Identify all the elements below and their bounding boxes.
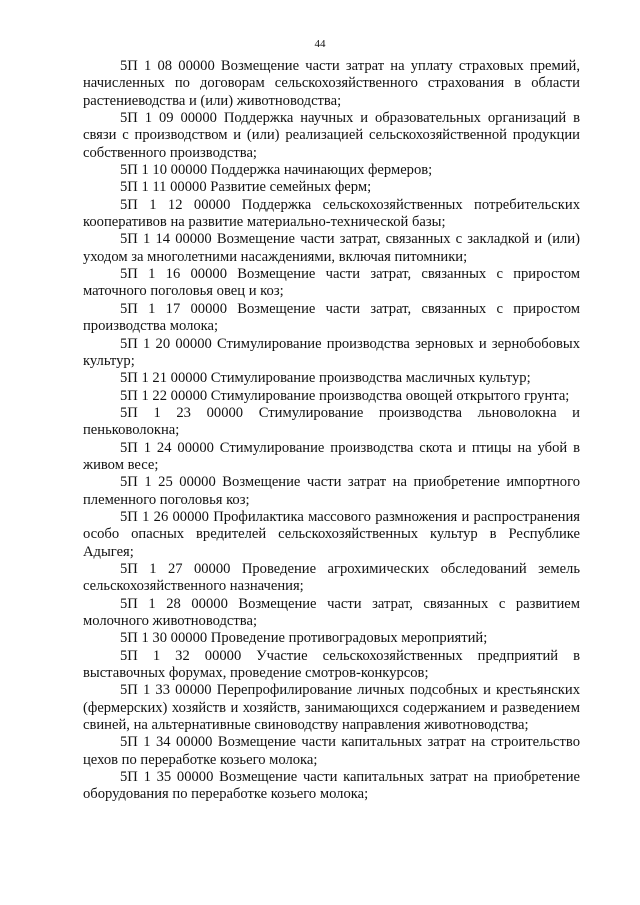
list-item: 5П 1 14 00000 Возмещение части затрат, связанных с закладкой и (или) уходом за многолетними насаждениями, включая питомники; <box>83 231 580 265</box>
list-item: 5П 1 08 00000 Возмещение части затрат на уплату страховых премий, начисленных по договорам сельскохозяйственного страхования в области растениеводства и (или) животноводства; <box>83 58 580 109</box>
list-item: 5П 1 09 00000 Поддержка научных и образовательных организаций в связи с производством и (или) реализацией сельскохозяйственной продукции собственного производства; <box>83 110 580 161</box>
list-item: 5П 1 27 00000 Проведение агрохимических обследований земель сельскохозяйственного назначения; <box>83 560 580 595</box>
list-item: 5П 1 22 00000 Стимулирование производства овощей открытого грунта; <box>120 387 570 404</box>
list-item: 5П 1 35 00000 Возмещение части капитальных затрат на приобретение оборудования по переработке козьего молока; <box>83 769 580 803</box>
list-item: 5П 1 21 00000 Стимулирование производства масличных культур; <box>120 370 531 387</box>
list-item: 5П 1 25 00000 Возмещение части затрат на приобретение импортного племенного поголовья коз; <box>83 474 580 508</box>
list-item: 5П 1 24 00000 Стимулирование производства скота и птицы на убой в живом весе; <box>83 439 580 473</box>
list-item: 5П 1 10 00000 Поддержка начинающих фермеров; <box>120 162 433 179</box>
page-number: 44 <box>314 38 326 50</box>
list-item: 5П 1 34 00000 Возмещение части капитальных затрат на строительство цехов по переработке козьего молока; <box>83 734 580 768</box>
list-item: 5П 1 32 00000 Участие сельскохозяйственных предприятий в выставочных форумах, проведение смотров-конкурсов; <box>83 647 580 682</box>
document-body <box>83 58 580 804</box>
list-item: 5П 1 23 00000 Стимулирование производства льноволокна и пеньковолокна; <box>83 404 580 439</box>
list-item: 5П 1 30 00000 Проведение противоградовых мероприятий; <box>120 630 488 647</box>
list-item: 5П 1 26 00000 Профилактика массового размножения и распространения особо опасных вредителей сельскохозяйственных культур в Республике Адыгея; <box>83 508 580 560</box>
list-item: 5П 1 17 00000 Возмещение части затрат, связанных с приростом производства молока; <box>83 300 580 335</box>
list-item: 5П 1 12 00000 Поддержка сельскохозяйственных потребительских кооперативов на развитие материально-технической базы; <box>83 196 580 231</box>
list-item: 5П 1 28 00000 Возмещение части затрат, связанных с развитием молочного животноводства; <box>83 595 580 629</box>
list-item: 5П 1 16 00000 Возмещение части затрат, связанных с приростом маточного поголовья овец и коз; <box>83 266 580 300</box>
list-item: 5П 1 20 00000 Стимулирование производства зерновых и зернобобовых культур; <box>83 335 580 369</box>
list-item: 5П 1 33 00000 Перепрофилирование личных подсобных и крестьянских (фермерских) хозяйств и хозяйств, занимающихся содержанием и разведением свиней, на альтернативные свиноводству направления животноводства; <box>83 682 580 734</box>
list-item: 5П 1 11 00000 Развитие семейных ферм; <box>120 179 372 196</box>
